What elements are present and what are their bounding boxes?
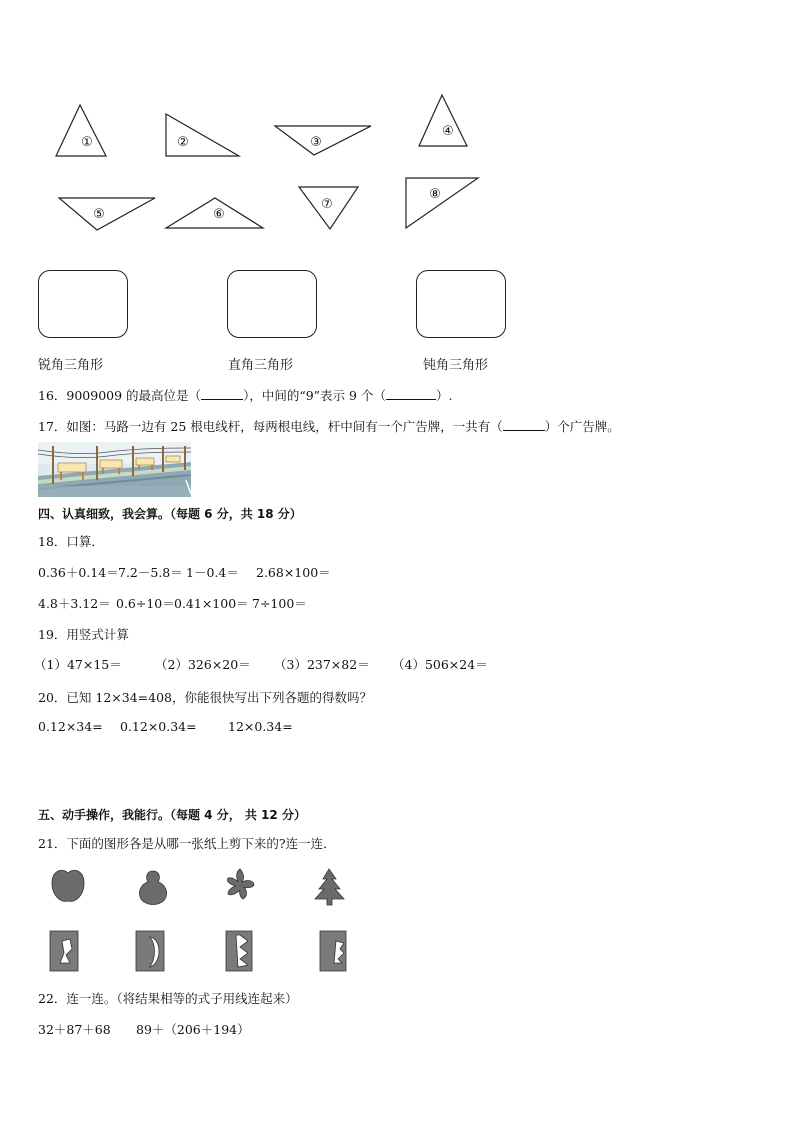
flower-shape — [228, 869, 254, 899]
question-19-title: 19．用竖式计算 — [38, 627, 129, 642]
triangle-label-3: ③ — [310, 135, 322, 150]
category-label-acute: 锐角三角形 — [38, 358, 104, 373]
q18-item: 0.41×100＝ — [174, 596, 249, 611]
triangle-label-4: ④ — [442, 124, 454, 139]
triangle-3 — [275, 126, 371, 155]
category-label-right: 直角三角形 — [228, 358, 294, 373]
q20-item: 0.12×0.34= — [120, 719, 197, 734]
question-22-title: 22．连一连。（将结果相等的式子用线连起来） — [38, 991, 298, 1006]
q16-blank-2[interactable] — [386, 388, 436, 400]
triangle-8 — [406, 178, 478, 228]
q18-item: 0.6÷10＝ — [116, 596, 175, 611]
answer-box-right[interactable] — [227, 270, 317, 338]
answer-box-obtuse[interactable] — [416, 270, 506, 338]
triangle-label-1: ① — [81, 135, 93, 150]
q22-left-expression[interactable]: 32＋87＋68 — [38, 1022, 111, 1037]
apple-shape — [52, 870, 84, 901]
cut-shapes-row — [40, 865, 370, 910]
q18-item: 4.8＋3.12＝ — [38, 596, 111, 611]
paper-1 — [50, 931, 78, 971]
question-16: 16．9009009 的最高位是（ ），中间的“9”表示 9 个（ ）. — [38, 388, 453, 403]
triangle-label-2: ② — [177, 135, 189, 150]
q19-item: （4）506×24＝ — [392, 657, 488, 672]
category-label-obtuse: 钝角三角形 — [423, 358, 489, 373]
q18-item: 1－0.4＝ — [186, 565, 239, 580]
q19-item: （1）47×15＝ — [34, 657, 122, 672]
paper-pieces-row — [40, 927, 370, 975]
q19-item: （2）326×20＝ — [155, 657, 251, 672]
triangle-label-5: ⑤ — [93, 207, 105, 222]
triangles-figure — [0, 85, 794, 245]
question-17: 17．如图：马路一边有 25 根电线杆，每两根电线，杆中间有一个广告牌，一共有（ ）个广告牌。 — [38, 419, 620, 434]
q18-item: 2.68×100＝ — [256, 565, 331, 580]
triangle-label-8: ⑧ — [429, 187, 441, 202]
paper-2 — [136, 931, 164, 971]
q18-item: 7÷100＝ — [252, 596, 307, 611]
answer-box-acute[interactable] — [38, 270, 128, 338]
q20-item: 12×0.34= — [228, 719, 293, 734]
paper-3 — [226, 931, 252, 971]
section-5-heading: 五、动手操作，我能行。（每题 4 分， 共 12 分） — [38, 808, 306, 822]
gourd-shape — [139, 871, 166, 905]
q20-item: 0.12×34= — [38, 719, 103, 734]
paper-4 — [320, 931, 346, 971]
triangle-label-7: ⑦ — [321, 197, 333, 212]
q17-blank[interactable] — [503, 419, 545, 431]
triangle-5 — [59, 198, 155, 230]
road-illustration — [38, 442, 191, 497]
question-21-title: 21．下面的图形各是从哪一张纸上剪下来的?连一连． — [38, 836, 336, 851]
q22-right-expression[interactable]: 89＋（206＋194） — [136, 1022, 250, 1037]
question-20-title: 20．已知 12×34=408，你能很快写出下列各题的得数吗？ — [38, 690, 372, 705]
section-4-heading: 四、认真细致，我会算。（每题 6 分，共 18 分） — [38, 507, 302, 521]
q16-blank-1[interactable] — [201, 388, 243, 400]
q18-item: 0.36＋0.14＝ — [38, 565, 119, 580]
tree-shape — [315, 869, 344, 905]
q19-item: （3）237×82＝ — [274, 657, 370, 672]
triangle-label-6: ⑥ — [213, 207, 225, 222]
q18-item: 7.2－5.8＝ — [118, 565, 183, 580]
question-18-title: 18．口算． — [38, 534, 104, 549]
